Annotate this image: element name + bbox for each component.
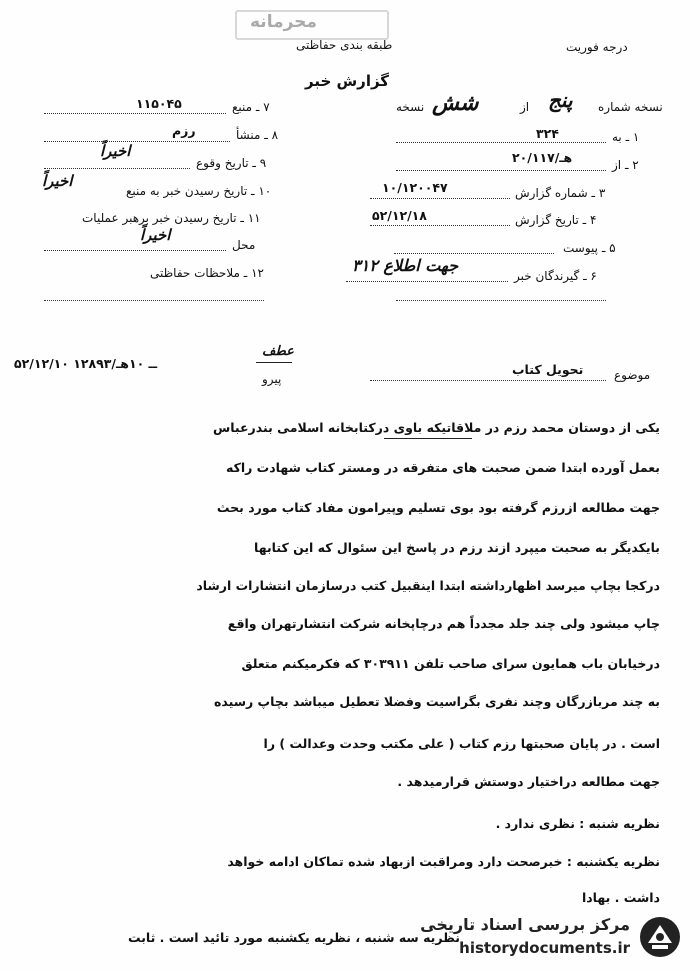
copies-label: نسخه شماره [598,100,663,114]
page-title: گزارش خبر [305,72,390,90]
field-9-value: اخیراً [100,142,131,160]
field-8-value: رزم [172,123,196,138]
archive-logo-icon [638,915,682,959]
field-1-value: ۳۲۴ [536,126,559,141]
place-label: محل [232,238,256,252]
classification-label: طبقه بندی حفاظتی [296,38,393,52]
field-6-line [346,281,508,282]
comment-tuesday: نظریه سه شنبه ، نظریه یکشنبه مورد تائید است . ثابت [128,930,460,945]
body-line-5: درکجا بچاپ میرسد اظهارداشته ابتدا اینقبیل کتب درسازمان انتشارات ارشاد [196,578,660,593]
body-line-2: بعمل آورده ابتدا ضمن صحبت های متفرقه در ومستر کتاب شهادت راکه [225,460,660,475]
body-line-9: است . در پایان صحبتها رزم کتاب ( علی مکتب وحدت وعدالت ) را [263,736,660,751]
field-4-line [370,225,510,226]
comment-sunday-cont: داشت . بهادا [581,890,660,905]
stamp-text: محرمانه [250,12,317,32]
field-3-label: ۳ ـ شماره گزارش [515,186,606,200]
field-12-label: ۱۲ ـ ملاحظات حفاظتی [150,266,264,280]
field-7-value: ۱۱۵۰۴۵ [136,96,182,111]
field-9-label: ۹ ـ تاریخ وقوع [196,156,267,170]
field-8-line [44,141,230,142]
place-line [44,250,226,251]
body-underline [384,438,472,439]
field-5-label: ۵ ـ پیوست [563,241,616,255]
field-2-line [396,170,606,171]
reference-hand-label: عطف [262,344,294,359]
priority-label: درجه فوریت [566,40,628,54]
subject-line [370,380,606,381]
field-7-label: ۷ ـ منبع [232,100,270,114]
place-value: اخیراً [140,226,171,244]
field-6-value: ۳۱۲ جهت اطلاع [352,256,459,275]
body-line-4: بایکدیگر به صحبت میپرد ازند رزم در پاسخ این سئوال که این کتابها [254,540,660,555]
field-9-line [44,168,190,169]
field-6-label: ۶ ـ گیرندگان خبر [514,269,597,283]
field-4-label: ۴ ـ تاریخ گزارش [515,213,597,227]
field-7-line [44,113,226,114]
reference-underline [256,362,292,363]
field-8-label: ۸ ـ منشأ [236,128,279,142]
body-line-10: جهت مطالعه دراختیار دوستش قرارمیدهد . [397,774,660,789]
field-4-value: ۵۲/۱۲/۱۸ [372,208,427,223]
watermark [372,913,682,963]
comment-sunday: نظریه یکشنبه : خبرصحت دارد ومراقبت ازبهاد شده تماکان ادامه خواهد [227,854,660,869]
field-6-line-2 [396,300,606,301]
field-3-line [370,198,510,199]
body-line-6: چاپ میشود ولی چند جلد مجدداً هم درچاپخانه شرکت انتشارتهران واقع [227,616,660,631]
field-2-label: ۲ ـ از [612,158,639,172]
subject-value: تحویل کتاب [512,362,584,377]
field-2-value: ۲۰/۱۱۷/هـ [512,150,573,165]
body-line-8: به چند مربازرگان وچند نفری بگراسیت وفضلا تعطیل میباشد بچاپ رسیده [214,694,660,709]
body-line-1: یکی از دوستان محمد رزم در ملاقاتیکه باوی درکتابخانه اسلامی بندرعباس [212,420,660,435]
field-5-line [394,253,554,254]
reference-number: ۵۲/۱۲/۱۰ ــ ۱۰هـ/۱۲۸۹۳ [14,356,158,371]
watermark-text-en: historydocuments.ir [459,939,630,957]
field-11-label: ۱۱ ـ تاریخ رسیدن خبر برهبر عملیات [82,211,261,225]
field-3-value: ۱۰/۱۲۰۰۴۷ [382,180,448,195]
body-line-7: درخیابان باب همایون سرای صاحب تلفن ۳۰۳۹۱۱ که فکرمیکنم متعلق [241,656,660,671]
field-12-line [44,300,264,301]
field-1-label: ۱ ـ به [612,130,640,144]
subject-label: موضوع [614,368,651,382]
field-10-label: ۱۰ ـ تاریخ رسیدن خبر به منبع [126,184,272,198]
of-label: از [520,100,530,114]
body-line-3: جهت مطالعه ازرزم گرفته بود بوی تسلیم وپیرامون مفاد کتاب مورد بحث [216,500,660,515]
watermark-text-fa: مرکز بررسی اسناد تاریخی [420,915,630,934]
field-1-line [396,142,606,143]
comment-saturday: نظریه شنبه : نظری ندارد . [495,816,660,831]
copies-suffix: نسخه [396,100,425,114]
copies-hand-value: پنج [548,88,573,112]
reference-pirow-label: پیرو [262,372,282,386]
field-10-value: اخیراً [42,172,73,190]
total-hand-value: شش [432,90,479,116]
